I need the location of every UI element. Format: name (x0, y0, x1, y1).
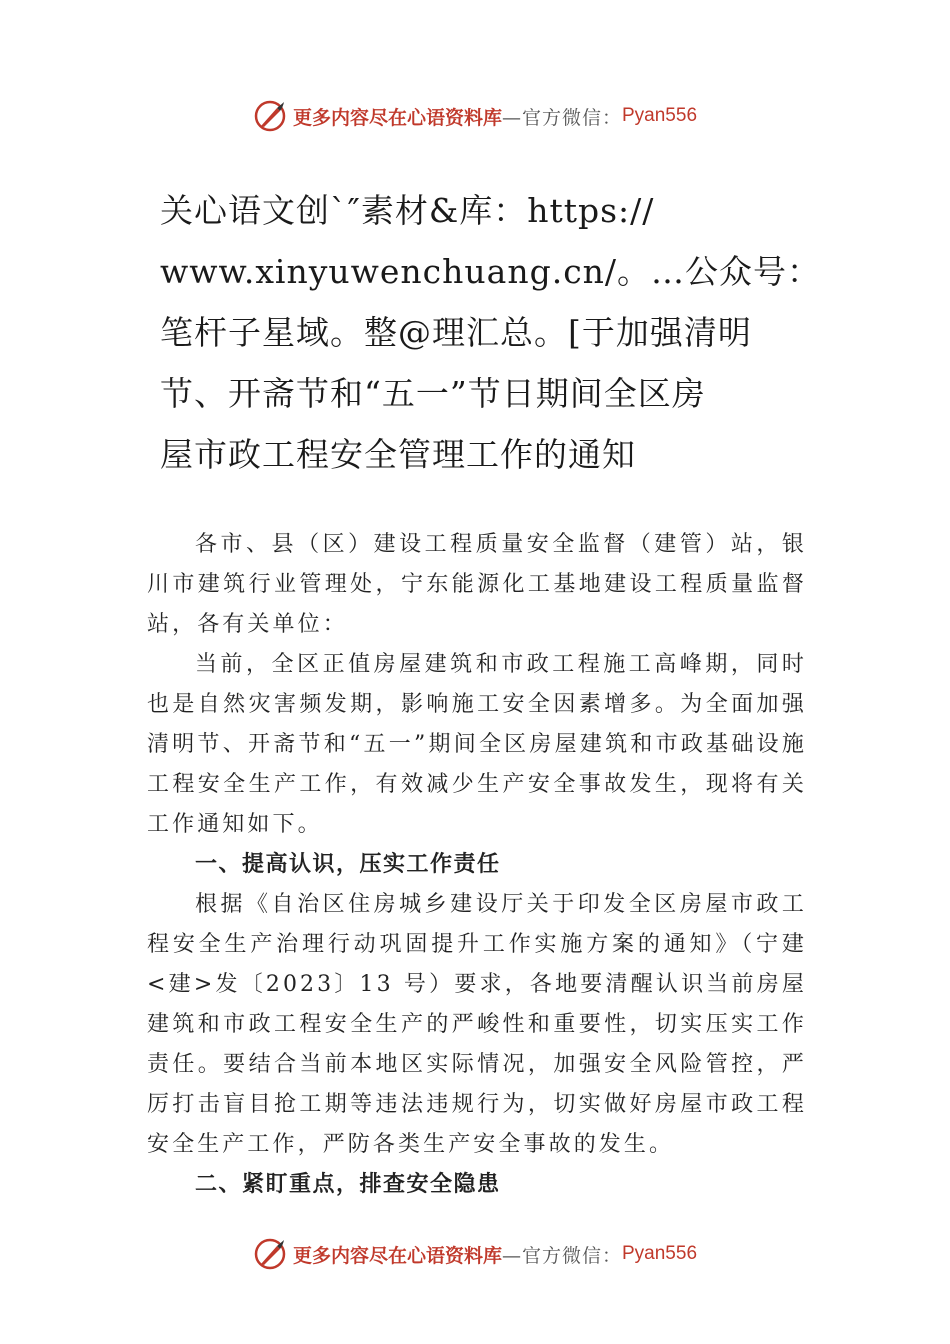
banner-wechat-id: Pyan556 (622, 1243, 698, 1264)
quill-pen-icon (253, 99, 287, 133)
section-1-paragraph: 根据《自治区住房城乡建设厅关于印发全区房屋市政工程安全生产治理行动巩固提升工作实施方案的通知》（宁建<建>发〔2023〕13 号）要求，各地要清醒认识当前房屋建筑和市政工程安全生产的严峻性和重要性，切实压实工作责任。要结合当前本地区实际情况，加强安全风险管控，严厉打击盲目抢工期等违法违规行为，切实做好房屋市政工程安全生产工作，严防各类生产安全事故的发生。 (147, 892, 807, 1157)
banner-wechat-id: Pyan556 (622, 105, 698, 126)
title-line: www.xinyuwenchuang.cn/。…公众号： (160, 252, 822, 291)
quill-pen-icon (253, 1237, 287, 1271)
banner-title: 更多内容尽在心语资料库 (292, 106, 502, 129)
title-line: 关心语文创`″素材&库：https:// (160, 191, 655, 230)
title-line: 屋市政工程安全管理工作的通知 (160, 435, 636, 474)
banner-wechat-label: —官方微信： (501, 106, 622, 129)
section-heading-2: 二、紧盯重点，排查安全隐患 (195, 1172, 501, 1197)
banner-title: 更多内容尽在心语资料库 (292, 1244, 502, 1267)
title-line: 节、开斋节和“五一”节日期间全区房 (160, 374, 706, 413)
footer-banner (0, 1234, 950, 1274)
intro-paragraph: 当前，全区正值房屋建筑和市政工程施工高峰期，同时也是自然灾害频发期，影响施工安全因素增多。为全面加强清明节、开斋节和“五一”期间全区房屋建筑和市政基础设施工程安全生产工作，有效减少生产安全事故发生，现将有关工作通知如下。 (147, 652, 807, 837)
title-line: 笔杆子星域。整@理汇总。[于加强清明 (160, 313, 752, 352)
header-banner (0, 96, 950, 136)
section-heading-1: 一、提高认识，压实工作责任 (195, 852, 501, 877)
addressee-paragraph: 各市、县（区）建设工程质量安全监督（建管）站，银川市建筑行业管理处，宁东能源化工基地建设工程质量监督站，各有关单位： (147, 532, 807, 637)
document-title (160, 180, 822, 485)
document-body (147, 525, 807, 1205)
banner-wechat-label: —官方微信： (501, 1244, 622, 1267)
